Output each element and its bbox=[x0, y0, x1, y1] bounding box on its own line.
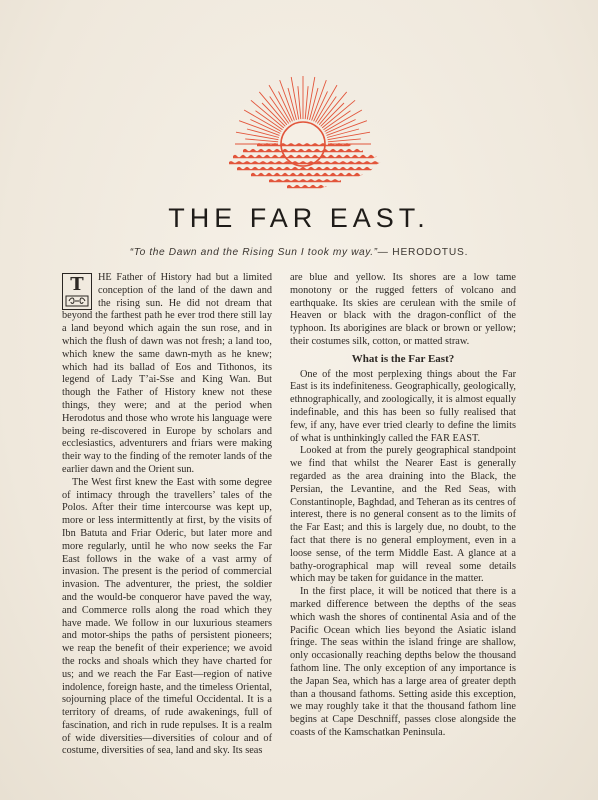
epigraph-attribution: — HERODOTUS. bbox=[377, 247, 469, 258]
epigraph bbox=[0, 247, 598, 258]
sun-ray bbox=[245, 139, 278, 142]
right-intro-paragraph: are blue and yellow. Its shores are a low tame monotony or the rugged fetters of volcano and earthquake. Its skies are cerulean with the smile of Heaven or black with the dragon-conflict of the typhoon. Its aborigines are black or brown or yellow; their costumes silk, cotton, or matted straw. bbox=[290, 272, 516, 347]
section-heading: What is the Far East? bbox=[351, 352, 455, 365]
sun-ray bbox=[328, 139, 361, 142]
sun-ray bbox=[324, 111, 351, 130]
right-paragraph-3: In the first place, it will be noticed that there is a marked difference between the depths of the seas which wash the shores of continental Asia and of the Pacific Ocean which lies beyond the Asiatic island fringe. The seas within the island fringe are shallow, only occasionally reaching depths below the thousand fathom line. The only exception of any importance is the Japan Sea, which has a large area of greater depth than a thousand fathoms. Setting aside this exception, we may roughly take it that the thousand fathom line begins at Cape Deschniff, passes close alongside the coasts of the Kamschatkan Peninsula. bbox=[290, 586, 516, 738]
left-paragraph-1: HE Father of History had but a limited conception of the land of the dawn and the rising sun. He did not dream that beyond the farthest path he ever trod there still lay a land beyond which again the sun rose, and in which the flush of dawn was not fresh; a land too, which knew the same dawn-myth as he knew; which had its ballad of Eos and Tithonos, its legend of Lady T’ai-Sse and King Wan. But though the Father of History knew not these things, they were; and at the period when Herodotus and those who wrote his language were being re-discovered in Europe by scholars and ecclesiastics, adventurers and friars were making their way to the finding of the remoter lands of the earlier dawn and the Orient sun. bbox=[62, 272, 272, 475]
page-title: THE FAR EAST. bbox=[168, 203, 430, 233]
sun-ray bbox=[298, 86, 301, 119]
rising-sun-illustration bbox=[213, 64, 393, 196]
left-column bbox=[62, 272, 272, 758]
wave-line bbox=[237, 167, 373, 170]
wave-line bbox=[287, 185, 327, 188]
sun-ray bbox=[305, 86, 308, 119]
left-paragraph-2: The West first knew the East with some degree of intimacy through the travellers’ tales of the Polos. After their time intercourse was kept up, more or less intermittently at first, by the visits of Ibn Batuta and Friar Oderic, but later more and more regularly, until he who now seeks the Far East follows in the wake of a vast army of invasion. The present is the period of commercial invasion. The adventurer, the priest, the soldier and the would-be conqueror have paved the way, and Commerce rolls along the road which they have made. We follow in our luxurious steamers and motor-ships the paths of persistent pioneers; we reap the benefit of their experience; we avoid the rocks and shoals which they have charted for us; and we reach the Far East—region of native indolence, foreign haste, and the timeless Oriental, sojourning place of the timeful Occidental. It is a territory of dreams, of rude awakenings, full of fascination, and rich in rude repulses. It is a realm of wide diversities—diversities of colour and of costume, diversities of sea, land and sky. Its seas bbox=[62, 476, 272, 757]
sun-disc bbox=[281, 122, 325, 166]
scroll-ornament-icon bbox=[65, 295, 89, 307]
sun-ray bbox=[317, 97, 336, 124]
wave-line bbox=[251, 173, 363, 177]
right-column bbox=[290, 272, 516, 740]
wave-line bbox=[269, 179, 341, 182]
sun-ray bbox=[256, 111, 283, 130]
right-paragraph-1: One of the most perplexing things about the Far East is its indefiniteness. Geographically, geologically, ethnographically, and zoologically, it is almost equally indefinable, and this has been so fully realised that few, if any, have ever tried clearly to define the limits of what is unthinkingly called the FAR EAST. bbox=[290, 368, 516, 444]
sun-ray bbox=[270, 97, 289, 124]
epigraph-quote: “To the Dawn and the Rising Sun I took my way.” bbox=[129, 247, 378, 258]
drop-cap bbox=[62, 273, 92, 310]
drop-cap-letter: T bbox=[70, 274, 84, 295]
right-paragraph-2: Looked at from the purely geographical standpoint we find that whilst the Nearer East is generally regarded as the area draining into the Black, the Persian, the Levantine, and the Red Seas, with Constantinople, Baghdad, and Teheran as its centres of interest, there is no general consent as to the limits of the Far East; and this is largely due, no doubt, to the fact that there is no general employment, even in a loose sense, of the term Middle East. A glance at a bathy-orographical map will reveal some details which may be taken for guidance in the matter. bbox=[290, 445, 516, 585]
